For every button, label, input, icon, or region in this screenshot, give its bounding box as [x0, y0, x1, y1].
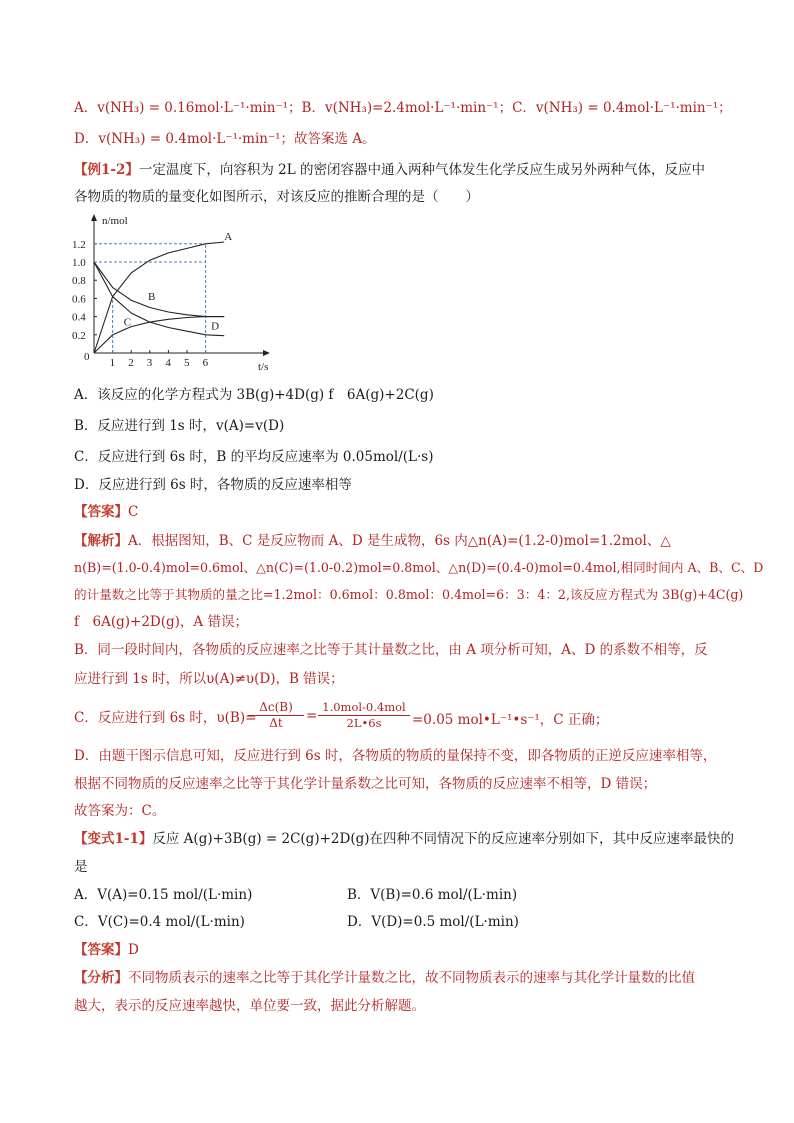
analysis-line-8: D．由题干图示信息可知，反应进行到 6s 时，各物质的物质的量保持不变，即各物质的正逆反应速率相等，	[74, 748, 717, 764]
option-d: D．反应进行到 6s 时，各物质的反应速率相等	[74, 477, 352, 493]
answer-tag: 【答案】	[74, 504, 128, 520]
fraction-1-numerator: Δc(B)	[259, 700, 293, 714]
variant-answer-line	[74, 940, 734, 960]
x-axis-label: t/s	[258, 361, 269, 370]
series-label-D: D	[211, 320, 220, 333]
variant-answer-tag: 【答案】	[74, 942, 128, 958]
analysis-text-7b: =0.05 mol•L⁻¹•s⁻¹，C 正确；	[412, 712, 609, 728]
analysis-line-5: B．同一段时间内，各物质的反应速率之比等于其计量数之比，由 A 项分析可知，A、D 的系数不相等，反	[74, 642, 708, 658]
analysis-text-7a: C．反应进行到 6s 时，υ(B)=	[74, 710, 257, 726]
variant-analysis-line-1	[74, 968, 734, 988]
variant-analysis-line-2: 越大，表示的反应速率越快，单位要一致，据此分析解题。	[74, 998, 425, 1014]
variant-question-text-1: 反应 A(g)+3B(g) = 2C(g)+2D(g)在四种不同情况下的反应速率分别如下，其中反应速率最快的	[152, 831, 734, 847]
y-tick-label: 0.4	[72, 311, 86, 324]
fraction-1-denominator: Δt	[248, 715, 304, 730]
answer-line-2: D．v(NH₃) = 0.4mol·L⁻¹·min⁻¹；故答案选 A。	[74, 131, 376, 147]
variant-option-a: A．V(A)=0.15 mol/(L·min)	[74, 887, 253, 903]
y-tick-label: 1.2	[72, 238, 86, 251]
analysis-line-10: 故答案为：C。	[74, 803, 166, 819]
fraction-1	[248, 700, 304, 730]
series-label-B: B	[147, 291, 156, 304]
origin-label: 0	[84, 351, 90, 363]
y-axis-arrow	[91, 214, 97, 221]
series-line-B	[94, 262, 224, 317]
variant-analysis-tag: 【分析】	[74, 970, 128, 986]
series-label-A: A	[224, 231, 233, 244]
x-tick-label: 1	[109, 357, 116, 369]
analysis-line-1	[74, 531, 734, 551]
analysis-line-2: n(B)=(1.0-0.4)mol=0.6mol、△n(C)=(1.0-0.2)mol=0.8mol、△n(D)=(0.4-0)mol=0.4mol,相同时间内 A、B、C、D	[74, 560, 764, 575]
option-c: C．反应进行到 6s 时，B 的平均反应速率为 0.05mol/(L·s)	[74, 449, 434, 465]
analysis-line-6: 应进行到 1s 时，所以υ(A)≠υ(D)，B 错误；	[74, 671, 344, 687]
example-tag: 【例1-2】	[74, 162, 139, 178]
answer-value: C	[128, 504, 139, 520]
fraction-2-denominator: 2L•6s	[318, 715, 410, 730]
y-tick-label: 1.0	[72, 257, 86, 269]
equals-sign: =	[306, 708, 318, 724]
chart-svg	[70, 210, 300, 370]
analysis-line-9: 根据不同物质的反应速率之比等于其化学计量系数之比可知，各物质的反应速率不相等，D 错误；	[74, 776, 657, 792]
option-b: B．反应进行到 1s 时，v(A)=v(D)	[74, 418, 285, 434]
variant-question-line-1	[74, 829, 734, 849]
x-tick-label: 6	[202, 357, 209, 369]
y-tick-label: 0.6	[72, 293, 86, 306]
fraction-2-numerator: 1.0mol-0.4mol	[322, 700, 406, 714]
answer-line	[74, 502, 734, 522]
variant-question-line-2: 是	[74, 859, 88, 875]
answer-line-1: A．v(NH₃) = 0.16mol·L⁻¹·min⁻¹；B．v(NH₃)=2.4mol·L⁻¹·min⁻¹；C．v(NH₃) = 0.4mol·L⁻¹·min⁻¹；	[74, 100, 732, 116]
series-line-C	[94, 262, 224, 336]
fraction-2	[318, 700, 410, 730]
series-label-C: C	[123, 316, 132, 329]
example-question-line-1	[74, 160, 734, 180]
variant-option-d: D．V(D)=0.5 mol/(L·min)	[347, 914, 519, 930]
x-tick-label: 3	[146, 357, 153, 369]
variant-option-c: C．V(C)=0.4 mol/(L·min)	[74, 914, 245, 930]
y-tick-label: 0.2	[72, 329, 86, 342]
example-question-text-1: 一定温度下，向容积为 2L 的密闭容器中通入两种气体发生化学反应生成另外两种气体，反应中	[138, 162, 706, 178]
variant-analysis-text-1: 不同物质表示的速率之比等于其化学计量数之比，故不同物质表示的速率与其化学计量数的比值	[128, 970, 695, 986]
mol-time-chart	[70, 210, 300, 370]
analysis-line-3: 的计量数之比等于其物质的量之比=1.2mol：0.6mol：0.8mol：0.4mol=6：3：4：2,该反应方程式为 3B(g)+4C(g)	[74, 587, 744, 602]
example-question-line-2: 各物质的物质的量变化如图所示，对该反应的推断合理的是（ ）	[74, 189, 479, 205]
x-tick-label: 4	[165, 357, 171, 369]
x-tick-label: 5	[184, 357, 190, 369]
analysis-line-4: f 6A(g)+2D(g)，A 错误；	[74, 614, 248, 630]
x-axis-arrow	[263, 350, 270, 356]
y-axis-label: n/mol	[102, 215, 128, 227]
variant-tag: 【变式1-1】	[74, 831, 153, 847]
variant-answer-value: D	[128, 942, 139, 958]
x-tick-label: 2	[128, 357, 134, 369]
analysis-text-1: A．根据图知，B、C 是反应物而 A、D 是生成物，6s 内△n(A)=(1.2-0)mol=1.2mol、△	[128, 533, 671, 549]
analysis-tag: 【解析】	[74, 533, 128, 549]
y-tick-label: 0.8	[72, 275, 86, 288]
variant-option-b: B．V(B)=0.6 mol/(L·min)	[347, 887, 518, 903]
option-a: A．该反应的化学方程式为 3B(g)+4D(g) f 6A(g)+2C(g)	[74, 387, 434, 403]
